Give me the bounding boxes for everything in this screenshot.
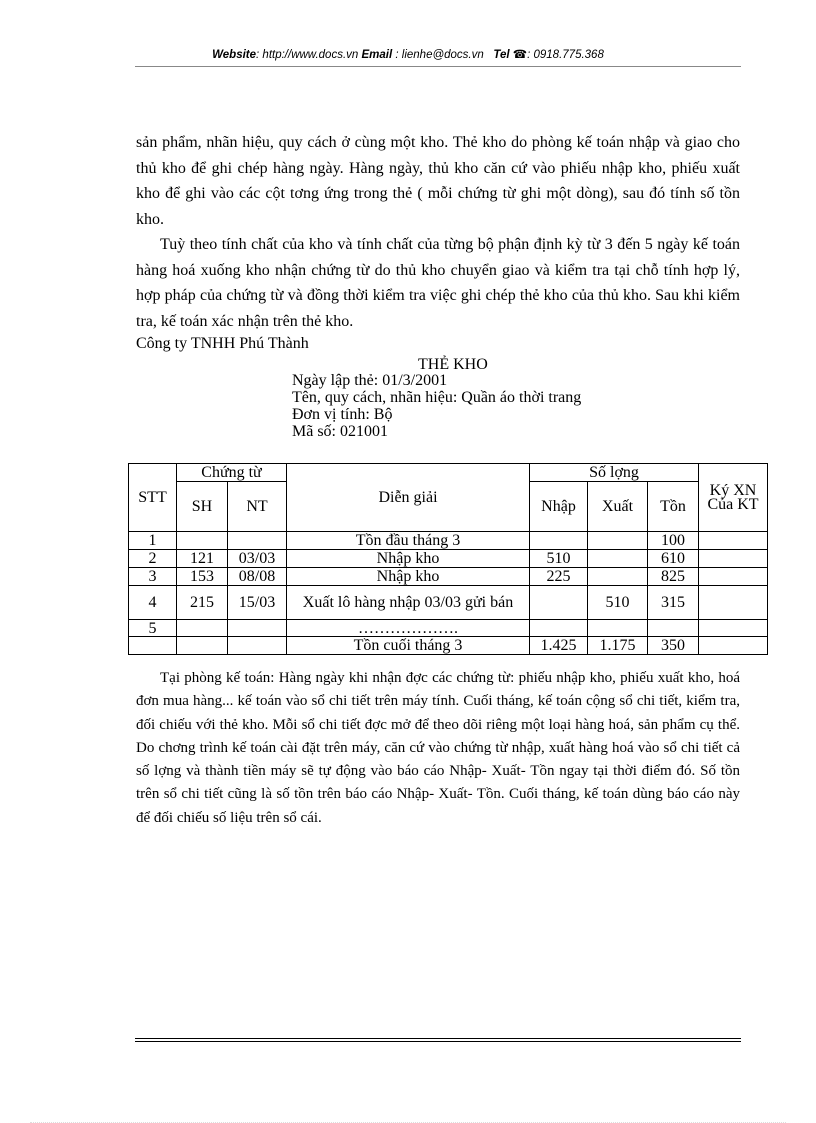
- header-dien-giai: Diễn giải: [287, 464, 530, 532]
- card-item: Tên, quy cách, nhãn hiệu: Quần áo thời trang: [292, 389, 582, 406]
- cell-xuat: [588, 568, 648, 586]
- paragraph-1: sản phẩm, nhãn hiệu, quy cách ở cùng một kho. Thẻ kho do phòng kế toán nhập và giao cho thủ kho để ghi chép hàng ngày. Hàng ngày, thủ kho căn cứ vào phiếu nhập kho, phiếu xuất kho để ghi vào các cột tơng ứng trong thẻ ( mỗi chứng từ ghi một dòng), sau đó tính số tồn kho.: [136, 134, 740, 228]
- cell-nt: [228, 637, 287, 655]
- header-xuat: Xuất: [588, 482, 648, 532]
- cell-ky: [699, 568, 768, 586]
- cell-ky: [699, 586, 768, 620]
- page-header: [0, 47, 816, 61]
- cell-xuat: 1.175: [588, 637, 648, 655]
- header-nhap: Nhập: [530, 482, 588, 532]
- cell-stt: 2: [129, 550, 177, 568]
- table-row: [129, 550, 768, 568]
- cell-ton: [648, 620, 699, 637]
- table-row: [129, 568, 768, 586]
- cell-dien-giai: Nhập kho: [287, 568, 530, 586]
- table-row: [129, 620, 768, 637]
- cell-sh: [177, 637, 228, 655]
- stock-card-table: [128, 463, 768, 655]
- cell-xuat: 510: [588, 586, 648, 620]
- cell-ky: [699, 550, 768, 568]
- paragraph-2: Tuỳ theo tính chất của kho và tính chất của từng bộ phận định kỳ từ 3 đến 5 ngày kế toán hàng hoá xuống kho nhận chứng từ do thủ kho chuyển giao và kiểm tra tại chỗ tính hợp lý, hợp pháp của chứng từ và đồng thời kiểm tra việc ghi chép thẻ kho của thủ kho. Sau khi kiểm tra, kế toán xác nhận trên thẻ kho.: [136, 236, 740, 330]
- cell-sh: 121: [177, 550, 228, 568]
- tel-label: Tel: [493, 49, 510, 61]
- cell-nt: [228, 532, 287, 550]
- card-unit: Đơn vị tính: Bộ: [292, 406, 393, 423]
- cell-nt: 15/03: [228, 586, 287, 620]
- header-so-luong: Số lợng: [530, 464, 699, 482]
- email-label: Email: [361, 49, 393, 61]
- header-divider: [135, 66, 741, 67]
- cell-nhap: 1.425: [530, 637, 588, 655]
- email-value: : lienhe@docs.vn: [392, 49, 484, 61]
- header-ton: Tồn: [648, 482, 699, 532]
- cell-dien-giai: Nhập kho: [287, 550, 530, 568]
- cell-nhap: 225: [530, 568, 588, 586]
- cell-sh: [177, 532, 228, 550]
- cell-nt: 03/03: [228, 550, 287, 568]
- card-date: Ngày lập thẻ: 01/3/2001: [292, 372, 448, 389]
- cell-ky: [699, 532, 768, 550]
- cell-nt: [228, 620, 287, 637]
- cell-ton: 825: [648, 568, 699, 586]
- cell-sh: 153: [177, 568, 228, 586]
- cell-stt: [129, 637, 177, 655]
- cell-xuat: [588, 620, 648, 637]
- cell-nhap: [530, 620, 588, 637]
- cell-stt: 4: [129, 586, 177, 620]
- header-chung-tu: Chứng từ: [177, 464, 287, 482]
- phone-icon: ☎: [512, 49, 528, 61]
- table-row: [129, 532, 768, 550]
- cell-ky: [699, 637, 768, 655]
- table-row: [129, 586, 768, 620]
- tel-value: : 0918.775.368: [527, 49, 604, 61]
- cell-ton: 100: [648, 532, 699, 550]
- table-row: [129, 637, 768, 655]
- cell-ton: 610: [648, 550, 699, 568]
- cell-stt: 1: [129, 532, 177, 550]
- cell-nhap: [530, 586, 588, 620]
- cell-xuat: [588, 550, 648, 568]
- website-value: : http://www.docs.vn: [256, 49, 359, 61]
- footer-divider-double: [135, 1041, 741, 1042]
- website-label: Website: [212, 49, 257, 61]
- cell-dien-giai: Xuất lô hàng nhập 03/03 gửi bán: [287, 586, 530, 620]
- cell-nt: 08/08: [228, 568, 287, 586]
- cell-ky: [699, 620, 768, 637]
- header-sh: SH: [177, 482, 228, 532]
- cell-ton: 315: [648, 586, 699, 620]
- cell-dien-giai: Tồn đầu tháng 3: [287, 532, 530, 550]
- cell-xuat: [588, 532, 648, 550]
- cell-ton: 350: [648, 637, 699, 655]
- cell-nhap: [530, 532, 588, 550]
- cell-stt: 5: [129, 620, 177, 637]
- cell-dien-giai: ……………….: [287, 620, 530, 637]
- paragraph-3: Tại phòng kế toán: Hàng ngày khi nhận đợc các chứng từ: phiếu nhập kho, phiếu xuất kho, hoá đơn mua hàng... kế toán vào sổ chi tiết trên máy tính. Cuối tháng, kế toán cộng sổ chi tiết, kiểm tra, đối chiếu với thẻ kho. Mỗi sổ chi tiết đợc mở để theo dõi riêng một loại hàng hoá, sản phẩm cụ thể. Do chơng trình kế toán cài đặt trên máy, căn cứ vào chứng từ nhập, xuất hàng hoá vào sổ chi tiết cả số lợng và thành tiền máy sẽ tự động vào báo cáo Nhập- Xuất- Tồn ngay tại thời điểm đó. Số tồn trên sổ chi tiết cũng là số tồn trên báo cáo Nhập- Xuất- Tồn. Cuối tháng, kế toán dùng báo cáo này để đối chiếu số liệu trên sổ cái.: [136, 670, 740, 826]
- header-stt: STT: [129, 464, 177, 532]
- header-nt: NT: [228, 482, 287, 532]
- cell-stt: 3: [129, 568, 177, 586]
- header-ky: Ký XN Của KT: [699, 464, 768, 532]
- cell-sh: [177, 620, 228, 637]
- cell-sh: 215: [177, 586, 228, 620]
- cell-dien-giai: Tồn cuối tháng 3: [287, 637, 530, 655]
- footer-divider: [135, 1038, 741, 1039]
- cell-nhap: 510: [530, 550, 588, 568]
- card-title: THẺ KHO: [418, 356, 488, 373]
- company-name: Công ty TNHH Phú Thành: [136, 335, 309, 352]
- card-code: Mã số: 021001: [292, 423, 388, 440]
